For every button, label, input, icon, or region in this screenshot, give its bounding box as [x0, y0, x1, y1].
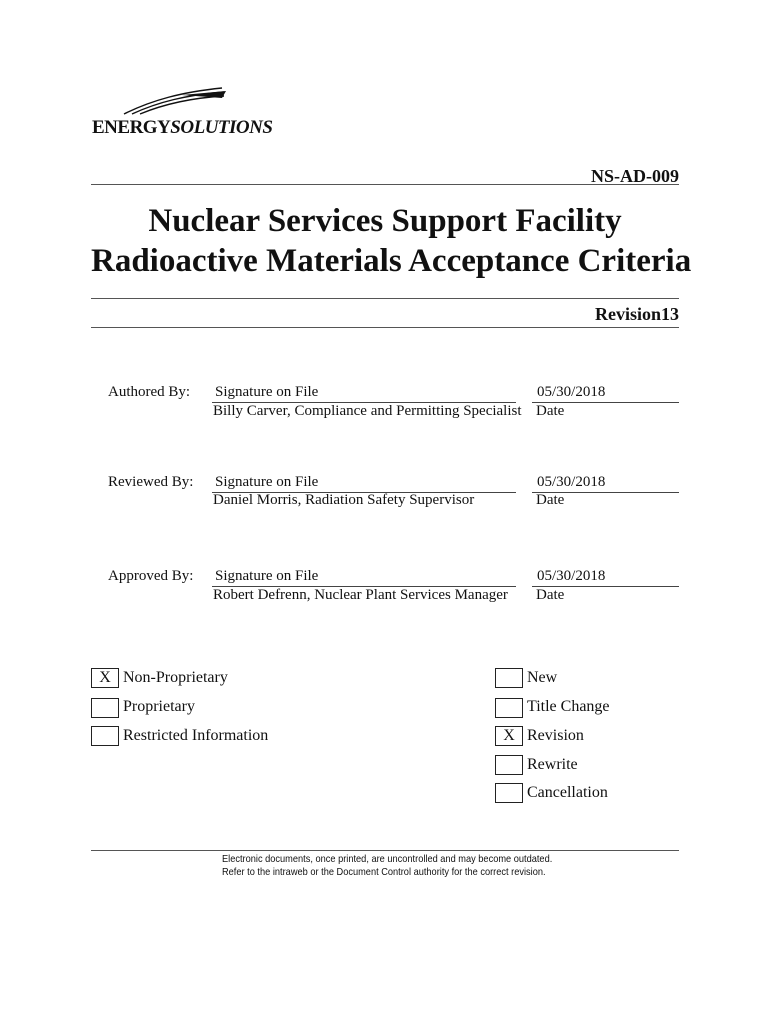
- revision-type-label: Revision: [527, 727, 584, 744]
- reviewed-by-label: Reviewed By:: [108, 474, 194, 490]
- footer-notice-line-2: Refer to the intraweb or the Document Control authority for the correct revision.: [222, 866, 546, 878]
- proprietary-label: Proprietary: [123, 698, 195, 715]
- title-rule-top: [91, 298, 679, 299]
- new-label: New: [527, 669, 558, 686]
- document-title-line-1: Nuclear Services Support Facility: [148, 203, 622, 239]
- revision-checkbox[interactable]: X: [495, 726, 523, 746]
- document-number: NS-AD-009: [591, 166, 679, 186]
- approved-signer-name: Robert Defrenn, Nuclear Plant Services Manager: [213, 587, 508, 603]
- authored-date-field: 05/30/2018: [532, 384, 679, 403]
- logo-text-solutions: SOLUTIONS: [170, 117, 273, 138]
- reviewed-date-caption: Date: [536, 492, 565, 508]
- approved-by-label: Approved By:: [108, 568, 194, 584]
- title-rule-bottom: [91, 327, 679, 328]
- cancellation-label: Cancellation: [527, 784, 608, 801]
- cancellation-checkbox[interactable]: [495, 783, 523, 803]
- approved-date-caption: Date: [536, 587, 565, 603]
- restricted-information-label: Restricted Information: [123, 727, 269, 744]
- restricted-information-checkbox[interactable]: [91, 726, 119, 746]
- approved-signature-field: Signature on File: [212, 568, 516, 587]
- authored-date-caption: Date: [536, 403, 565, 419]
- energysolutions-logo-swoosh-icon: [122, 86, 226, 116]
- footer-rule: [91, 850, 679, 851]
- non-proprietary-checkbox[interactable]: X: [91, 668, 119, 688]
- authored-signature-field: Signature on File: [212, 384, 516, 403]
- title-change-checkbox[interactable]: [495, 698, 523, 718]
- header-rule: [91, 184, 679, 185]
- approved-date-field: 05/30/2018: [532, 568, 679, 587]
- rewrite-checkbox[interactable]: [495, 755, 523, 775]
- revision-label: Revision13: [594, 304, 679, 324]
- title-change-label: Title Change: [527, 698, 610, 715]
- authored-by-label: Authored By:: [108, 384, 191, 400]
- document-title-line-2: Radioactive Materials Acceptance Criteria: [91, 243, 692, 279]
- logo-text-energy: ENERGY: [92, 117, 171, 138]
- proprietary-checkbox[interactable]: [91, 698, 119, 718]
- authored-signer-name: Billy Carver, Compliance and Permitting Specialist: [213, 403, 522, 419]
- reviewed-signer-name: Daniel Morris, Radiation Safety Supervisor: [213, 492, 475, 508]
- reviewed-date-field: 05/30/2018: [532, 474, 679, 493]
- footer-notice-line-1: Electronic documents, once printed, are uncontrolled and may become outdated.: [222, 853, 553, 865]
- reviewed-signature-field: Signature on File: [212, 474, 516, 493]
- new-checkbox[interactable]: [495, 668, 523, 688]
- non-proprietary-label: Non-Proprietary: [123, 669, 228, 686]
- rewrite-label: Rewrite: [527, 756, 578, 773]
- company-logo-text: [92, 117, 272, 139]
